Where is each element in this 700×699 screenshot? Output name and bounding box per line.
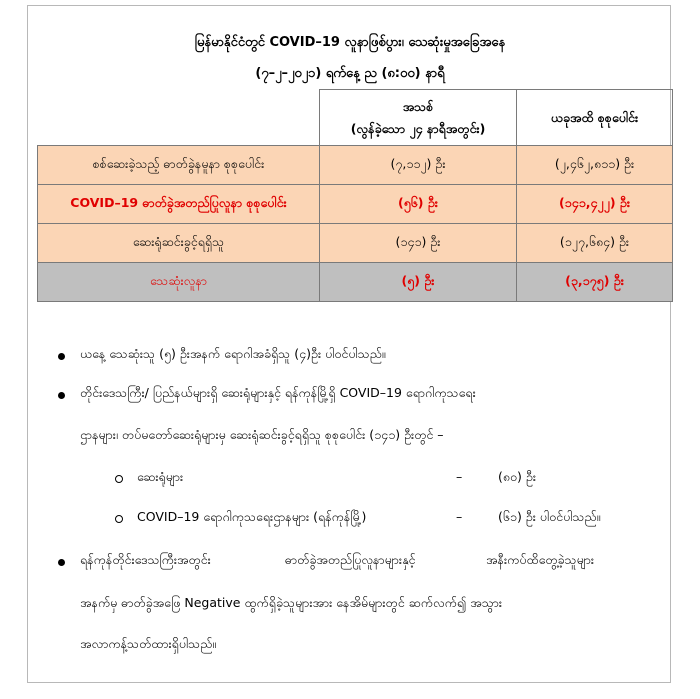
note-discharge-line2: ဌာနများ၊ တပ်မတော်ဆေးရုံများမှ ဆေးရုံဆင်းခွင့်ရရှိသူ စုစုပေါင်း (၁၄၁) ဦးတွင် – bbox=[80, 427, 444, 442]
statistics-table bbox=[37, 89, 673, 302]
row-label-tests: စစ်ဆေးခဲ့သည့် ဓာတ်ခွဲနမူနာ စုစုပေါင်း bbox=[38, 146, 320, 185]
note-yangon-part1: ရန်ကုန်တိုင်းဒေသကြီးအတွင်း bbox=[80, 552, 211, 567]
row-total-confirmed: (၁၄၁,၄၂၂) ဦး bbox=[517, 185, 673, 224]
sub-bullet-circle-icon bbox=[115, 515, 123, 523]
table-row bbox=[38, 263, 673, 302]
sub-hospitals-dash: – bbox=[456, 469, 463, 484]
row-label-deaths: သေဆုံးလူနာ bbox=[38, 263, 320, 302]
header-blank-cell bbox=[38, 90, 320, 146]
row-new-confirmed: (၅၆) ဦး bbox=[320, 185, 517, 224]
row-label-discharged: ဆေးရုံဆင်းခွင့်ရရှိသူ bbox=[38, 224, 320, 263]
sub-treatment-centers-value: (၆၁) ဦး ပါဝင်ပါသည်။ bbox=[498, 509, 601, 524]
note-yangon-line3: အလာကန့်သတ်ထားရှိပါသည်။ bbox=[80, 636, 217, 651]
table-header-row bbox=[38, 90, 673, 146]
sub-treatment-centers-label: COVID–19 ရောဂါကုသရေးဌာနများ (ရန်ကုန်မြို့) bbox=[137, 509, 367, 524]
note-yangon-part2: ဓာတ်ခွဲအတည်ပြုလူနာများနှင့် bbox=[285, 552, 416, 567]
row-new-discharged: (၁၄၁) ဦး bbox=[320, 224, 517, 263]
table-row bbox=[38, 224, 673, 263]
header-new-cases bbox=[320, 90, 517, 146]
row-total-deaths: (၃,၁၇၅) ဦး bbox=[517, 263, 673, 302]
sub-hospitals-label: ဆေးရုံများ bbox=[137, 469, 184, 484]
note-discharge-line1: တိုင်းဒေသကြီး/ ပြည်နယ်များရှိ ဆေးရုံများနှင့် ရန်ကုန်မြို့ရှိ COVID–19 ရောဂါကုသရေး bbox=[80, 385, 476, 400]
bullet-dot-icon bbox=[58, 559, 65, 566]
row-label-confirmed: COVID–19 ဓာတ်ခွဲအတည်ပြုလူနာ စုစုပေါင်း bbox=[38, 185, 320, 224]
row-new-tests: (၇,၁၁၂) ဦး bbox=[320, 146, 517, 185]
row-total-discharged: (၁၂၇,၆၈၄) ဦး bbox=[517, 224, 673, 263]
sub-bullet-circle-icon bbox=[115, 475, 123, 483]
sub-treatment-centers-dash: – bbox=[456, 509, 463, 524]
note-deaths-comorbidity: ယနေ့ သေဆုံးသူ (၅) ဦးအနက် ရောဂါအခံရှိသူ (၄)ဦး ပါဝင်ပါသည်။ bbox=[80, 346, 386, 361]
bullet-dot-icon bbox=[58, 392, 65, 399]
table-row bbox=[38, 185, 673, 224]
row-total-tests: (၂,၄၆၂,၈၁၁) ဦး bbox=[517, 146, 673, 185]
note-yangon-line2: အနက်မှ ဓာတ်ခွဲအဖြေ Negative ထွက်ရှိခဲ့သူများအား နေအိမ်များတွင် ဆက်လက်၍ အသွား bbox=[80, 595, 503, 610]
table-row bbox=[38, 146, 673, 185]
header-total: ယခုအထိ စုစုပေါင်း bbox=[517, 90, 673, 146]
bullet-dot-icon bbox=[58, 353, 65, 360]
note-yangon-part3: အနီးကပ်ထိတွေ့ခဲ့သူများ bbox=[486, 552, 595, 567]
header-new-label: အသစ် bbox=[402, 98, 434, 114]
row-new-deaths: (၅) ဦး bbox=[320, 263, 517, 302]
report-datetime: (၇–၂–၂၀၂၁) ရက်နေ့ ည (၈:၀၀) နာရီ bbox=[255, 66, 445, 81]
header-new-sublabel: (လွန်ခဲ့သော ၂၄ နာရီအတွင်း) bbox=[350, 120, 486, 136]
sub-hospitals-value: (၈၀) ဦး bbox=[498, 469, 537, 484]
report-title: မြန်မာနိုင်ငံတွင် COVID–19 လူနာဖြစ်ပွား၊ သေဆုံးမှုအခြေအနေ bbox=[194, 35, 506, 50]
